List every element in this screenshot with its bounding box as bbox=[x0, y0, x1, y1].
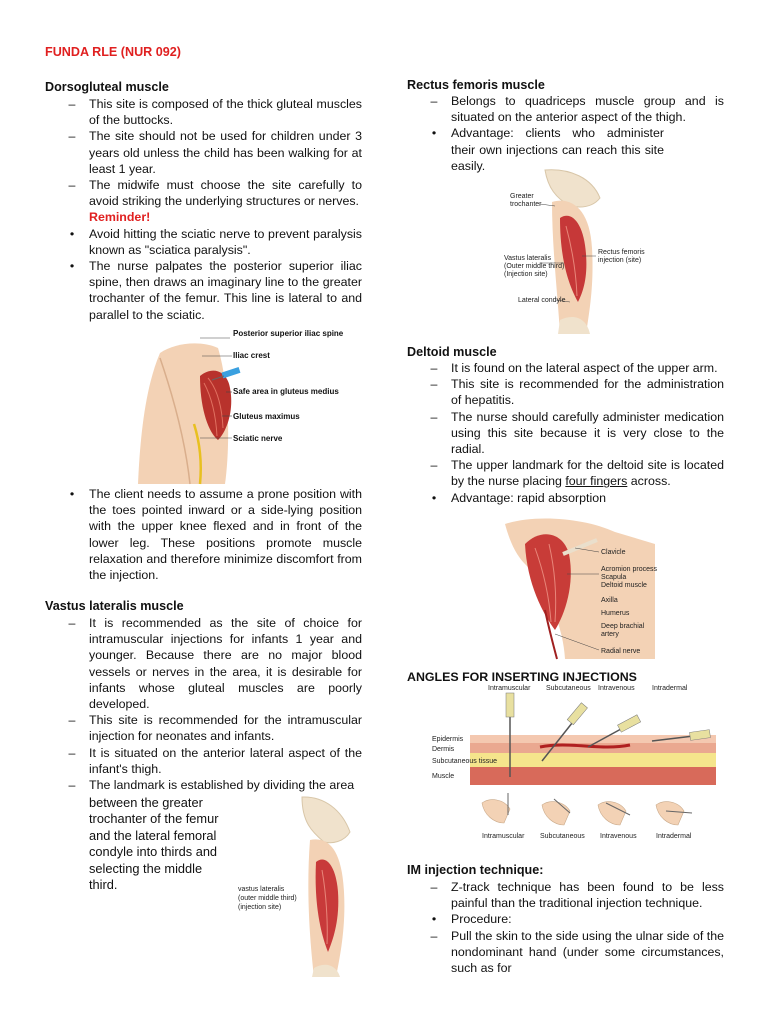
label-acromion-process: Acromion process bbox=[601, 566, 658, 573]
top-label-subcutaneous: Subcutaneous bbox=[546, 685, 591, 692]
label-injection-site: (Injection site) bbox=[504, 271, 548, 278]
list-item: • Procedure: bbox=[431, 912, 512, 927]
label-outer-middle-third: (outer middle third) bbox=[238, 895, 297, 902]
label-trochanter: trochanter bbox=[510, 201, 542, 208]
list-item: • Avoid hitting the sciatic nerve to prevent paralysis known as "sciatica paralysis". bbox=[69, 226, 362, 257]
dorsogluteal-list bbox=[45, 96, 362, 323]
top-label-intravenous: Intravenous bbox=[598, 685, 635, 692]
list-item: – This site is recommended for the administration of hepatitis. bbox=[430, 377, 724, 408]
label-scapula: Scapula bbox=[601, 574, 627, 581]
label-safe-area: Safe area in gluteus medius bbox=[233, 387, 339, 396]
label-injection-site-rectus: injection (site) bbox=[598, 257, 642, 264]
bottom-label-intravenous: Intravenous bbox=[600, 833, 637, 840]
document-header: FUNDA RLE (NUR 092) bbox=[45, 45, 181, 59]
bottom-label-intradermal: Intradermal bbox=[656, 833, 692, 840]
layer-label-epidermis: Epidermis bbox=[432, 736, 464, 743]
label-outer-middle-third: (Outer middle third) bbox=[504, 263, 565, 270]
top-label-intradermal: Intradermal bbox=[652, 685, 688, 692]
list-item: – Z-track technique has been found to be less painful than the traditional injection technique. bbox=[430, 880, 724, 911]
list-item: – The site should not be used for children under 3 years old unless the child has been walking for at least 1 year. bbox=[68, 129, 362, 176]
reminder-label: Reminder! bbox=[89, 210, 151, 225]
rectus-list bbox=[407, 93, 724, 174]
vastus-figure bbox=[232, 792, 372, 977]
deltoid-heading: Deltoid muscle bbox=[407, 345, 497, 359]
label-artery: artery bbox=[601, 631, 619, 638]
deltoid-list bbox=[407, 360, 724, 506]
label-iliac-crest: Iliac crest bbox=[233, 351, 270, 360]
list-item: – The midwife must choose the site carefully to avoid striking the underlying structures or nerves. Reminder! bbox=[68, 178, 362, 225]
list-item: – Pull the skin to the side using the ulnar side of the nondominant hand (under some circumstances, such as for bbox=[430, 928, 724, 976]
label-clavicle: Clavicle bbox=[601, 549, 626, 556]
bottom-label-intramuscular: Intramuscular bbox=[482, 833, 525, 840]
label-deltoid-muscle: Deltoid muscle bbox=[601, 582, 647, 589]
im-list bbox=[407, 879, 724, 976]
label-injection-site: (injection site) bbox=[238, 904, 282, 911]
rectus-heading: Rectus femoris muscle bbox=[407, 78, 545, 92]
label-rectus-femoris: Rectus femoris bbox=[598, 249, 645, 256]
vastus-heading: Vastus lateralis muscle bbox=[45, 599, 184, 613]
list-item: – Belongs to quadriceps muscle group and is situated on the anterior aspect of the thigh. bbox=[430, 94, 724, 125]
list-item: • Advantage: clients who administer their own injections can reach this site easily. bbox=[431, 126, 664, 173]
list-item: – The upper landmark for the deltoid site is located by the nurse placing four fingers across. bbox=[430, 458, 724, 489]
list-item: – It is recommended as the site of choice for intramuscular injections for infants 1 year and younger. Because there are no major blood vessels or nerves in the area, it is desirable for infants whose gluteal muscles are poorly developed. bbox=[68, 616, 362, 712]
label-radial-nerve: Radial nerve bbox=[601, 648, 641, 655]
label-lateral-condyle: Lateral condyle bbox=[518, 297, 566, 304]
list-item: • The client needs to assume a prone position with the toes pointed inward or a side-lying position with the upper knee flexed and in front of the lower leg. These positions promote muscle relaxation and therefore minimize discomfort from the injection. bbox=[69, 487, 362, 583]
bottom-label-subcutaneous: Subcutaneous bbox=[540, 833, 585, 840]
dorsogluteal-heading: Dorsogluteal muscle bbox=[45, 80, 169, 94]
label-posterior-superior-iliac-spine: Posterior superior iliac spine bbox=[233, 329, 344, 338]
angles-figure bbox=[430, 683, 720, 843]
list-item: – This site is composed of the thick gluteal muscles of the buttocks. bbox=[68, 97, 362, 128]
label-sciatic-nerve: Sciatic nerve bbox=[233, 434, 283, 443]
top-label-intramuscular: Intramuscular bbox=[488, 685, 531, 692]
list-item: – It is found on the lateral aspect of the upper arm. bbox=[430, 361, 718, 375]
deltoid-figure bbox=[505, 514, 658, 659]
vastus-list bbox=[45, 615, 362, 793]
list-item: • Advantage: rapid absorption bbox=[431, 490, 606, 505]
label-axilla: Axilla bbox=[601, 597, 618, 604]
rectus-figure bbox=[500, 168, 650, 334]
list-item: • The nurse palpates the posterior superior iliac spine, then draws an imaginary line to the greater trochanter of the femur. This line is lateral to and parallel to the sciatic. bbox=[69, 259, 362, 322]
dorsogluteal-position-list bbox=[45, 486, 362, 583]
list-item: – This site is recommended for the intramuscular injection for neonates and infants. bbox=[68, 713, 362, 744]
layer-label-subcutaneous-tissue: Subcutaneous tissue bbox=[432, 758, 497, 765]
list-item: – It is situated on the anterior lateral aspect of the infant's thigh. bbox=[68, 745, 362, 776]
label-gluteus-maximus: Gluteus maximus bbox=[233, 412, 300, 421]
list-item: – The landmark is established by dividing the area bbox=[68, 778, 355, 793]
im-heading: IM injection technique: bbox=[407, 863, 544, 877]
list-item: – The nurse should carefully administer medication using this site because it is very close to the radial. bbox=[430, 409, 724, 457]
vastus-continuation: between the greater trochanter of the femur and the lateral femoral condyle into thirds and selecting the middle third. bbox=[89, 795, 219, 893]
label-deep-brachial: Deep brachial bbox=[601, 623, 645, 630]
label-vastus-lateralis: Vastus lateralis bbox=[504, 255, 551, 262]
angles-heading: ANGLES FOR INSERTING INJECTIONS bbox=[407, 670, 637, 684]
dorsogluteal-figure bbox=[130, 328, 344, 484]
four-fingers-underlined: four fingers bbox=[565, 474, 628, 489]
label-humerus: Humerus bbox=[601, 610, 630, 617]
label-vastus-lateralis: vastus lateralis bbox=[238, 886, 285, 893]
layer-label-muscle: Muscle bbox=[432, 773, 455, 780]
label-greater: Greater bbox=[510, 193, 534, 200]
layer-label-dermis: Dermis bbox=[432, 746, 455, 753]
